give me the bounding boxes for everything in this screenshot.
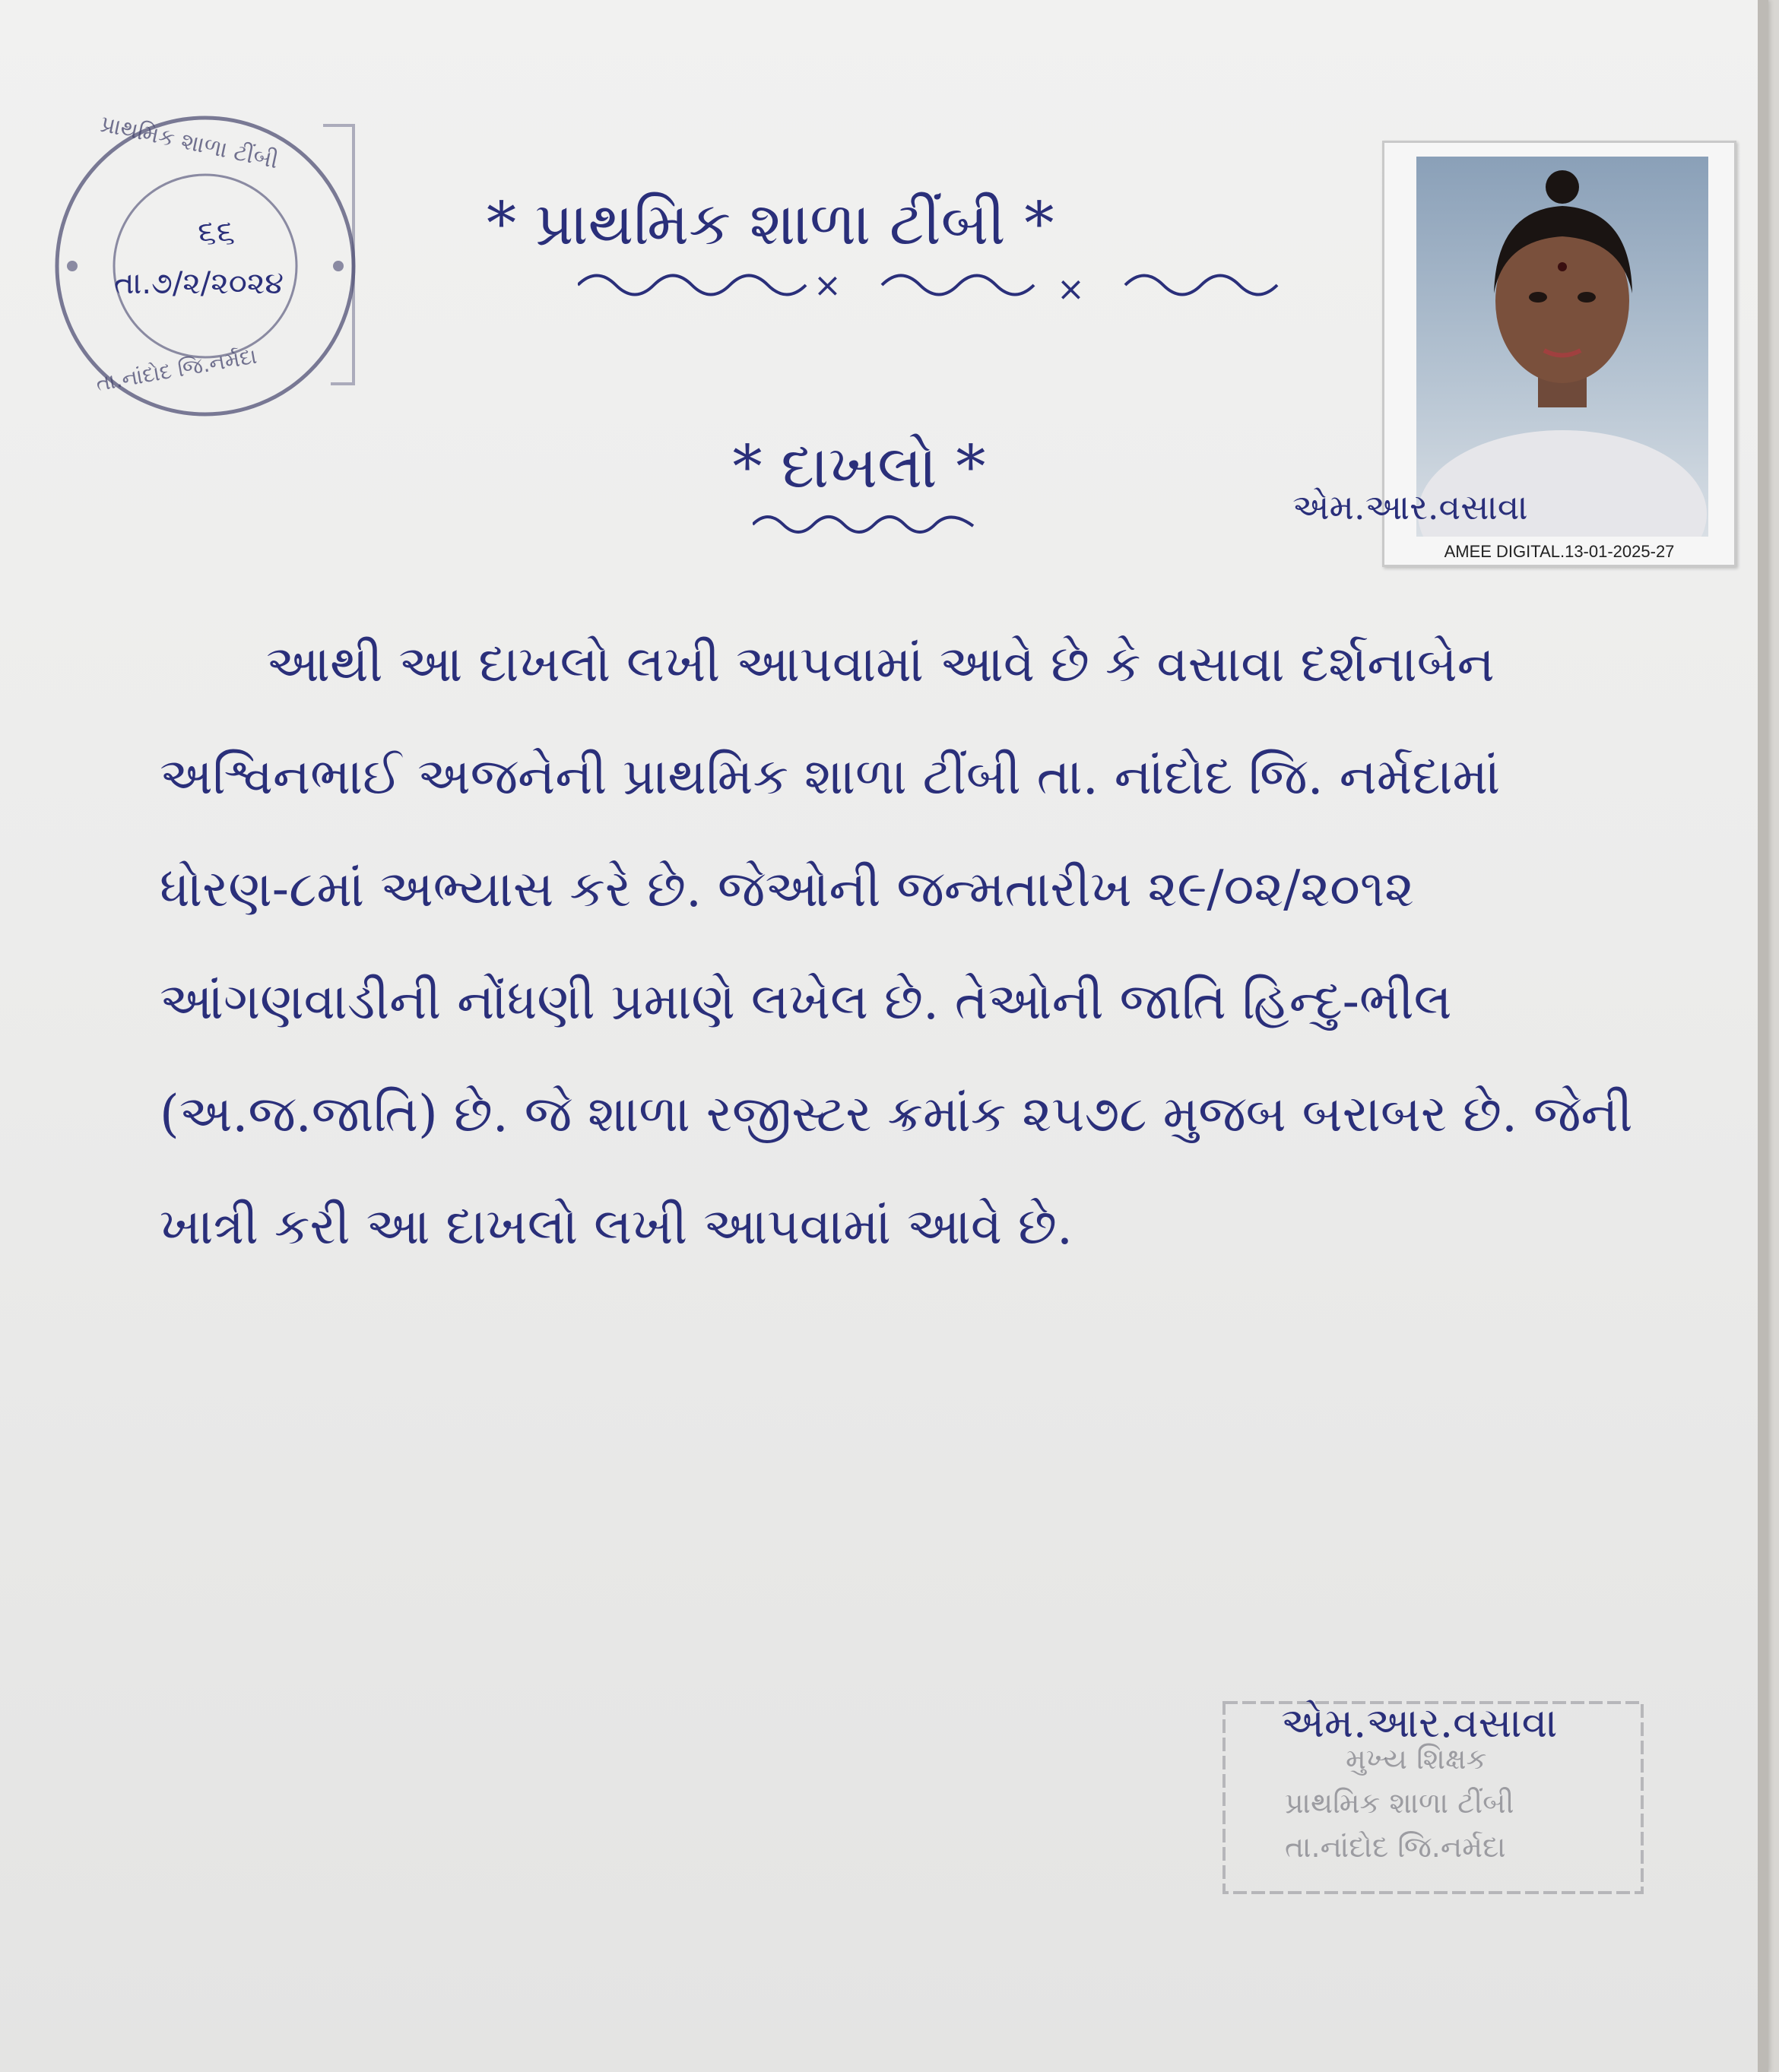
- document-title: * દાખલો *: [732, 433, 986, 502]
- svg-text:×: ×: [813, 266, 842, 305]
- photo-studio-caption: AMEE DIGITAL.13-01-2025-27: [1444, 542, 1675, 561]
- round-stamp-top-text: પ્રાથમિક શાળા ટીંબી: [97, 110, 281, 175]
- svg-text:×: ×: [1057, 270, 1085, 308]
- photo-attestation-signature: એમ.આર.વસાવા: [1292, 486, 1528, 528]
- document-heading: * પ્રાથમિક શાળા ટીંબી *: [487, 190, 1054, 258]
- heading-underline: [578, 262, 1292, 308]
- rectangular-stamp-text: [1285, 1737, 1589, 1869]
- round-stamp-number: ૬૬: [198, 213, 236, 252]
- page-edge: [1758, 0, 1768, 2072]
- stamp-line-school: પ્રાથમિક શાળા ટીંબી: [1285, 1786, 1514, 1820]
- stamp-line-address: તા.નાંદોદ જિ.નર્મદા: [1285, 1830, 1506, 1864]
- round-stamp-bottom-text: તા.નાંદોદ જિ.નર્મદા: [94, 343, 259, 397]
- headmaster-signature: એમ.આર.વસાવા: [1281, 1699, 1558, 1747]
- certificate-body: આથી આ દાખલો લખી આપવામાં આવે છે કે વસાવા દર્શનાબેન અશ્વિનભાઈ અજનેની પ્રાથમિક શાળા ટીંબી તા. નાંદોદ જિ. નર્મદામાં ધોરણ-૮માં અભ્યાસ કરે છે. જેઓની જન્મતારીખ ૨૯/૦૨/૨૦૧૨ આંગણવાડીની નોંધણી પ્રમાણે લખેલ છે. તેઓની જાતિ હિન્દુ-ભીલ (અ.જ.જાતિ) છે. જે શાળા રજીસ્ટર ક્રમાંક ૨૫૭૮ મુજબ બરાબર છે. જેની ખાત્રી કરી આ દાખલો લખી આપવામાં આવે છે.: [160, 635, 1633, 1256]
- round-stamp-date: તા.૭/૨/૨૦૨૪: [114, 266, 284, 301]
- photo-portrait: [1416, 157, 1708, 537]
- title-underline: [753, 509, 988, 540]
- student-photo: [1416, 157, 1708, 537]
- stamp-line-designation: મુખ્ય શિક્ષક: [1346, 1742, 1487, 1776]
